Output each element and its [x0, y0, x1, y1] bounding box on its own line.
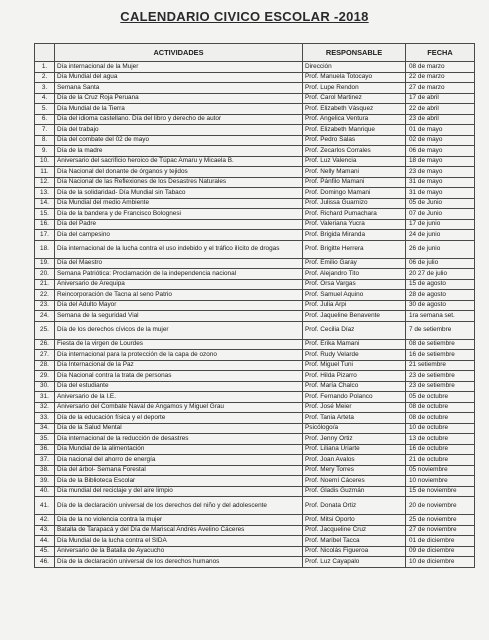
row-number: 33.: [35, 413, 55, 424]
table-row: [35, 392, 475, 403]
responsible-cell: Psicólogo/a: [303, 423, 406, 434]
table-row: [35, 515, 475, 526]
date-column-header: FECHA: [406, 44, 475, 62]
responsible-cell: Prof. Mery Torres: [303, 465, 406, 476]
row-number: 22.: [35, 290, 55, 301]
table-row: [35, 72, 475, 83]
responsible-cell: Prof. Donata Ortiz: [303, 497, 406, 515]
table-row: [35, 240, 475, 258]
row-number: 45.: [35, 546, 55, 557]
table-row: [35, 146, 475, 157]
table-row: [35, 465, 475, 476]
responsible-cell: Prof. Luz Cayapalo: [303, 557, 406, 568]
table-row: [35, 360, 475, 371]
row-number: 29.: [35, 371, 55, 382]
table-row: [35, 125, 475, 136]
row-number: 7.: [35, 125, 55, 136]
activity-cell: Día del Adulto Mayor: [55, 300, 303, 311]
document-title: CALENDARIO CIVICO ESCOLAR -2018: [120, 9, 369, 24]
responsible-cell: Prof. Jaqueline Benavente: [303, 311, 406, 322]
responsible-cell: Prof. Nicolás Figueroa: [303, 546, 406, 557]
responsible-cell: Prof. Elizabeth Manrique: [303, 125, 406, 136]
activity-cell: Día Internacional de la Paz: [55, 360, 303, 371]
activity-cell: Aniversario de Arequipa: [55, 279, 303, 290]
responsible-cell: Prof. Alejandro Tito: [303, 269, 406, 280]
responsible-cell: Prof. Julissa Guarnizo: [303, 198, 406, 209]
row-number: 16.: [35, 219, 55, 230]
table-row: [35, 557, 475, 568]
responsible-cell: Prof. Gladis Guzmán: [303, 486, 406, 497]
activity-cell: Aniversario de la I.E.: [55, 392, 303, 403]
responsible-cell: Prof. Jacqueline Cruz: [303, 525, 406, 536]
activity-cell: Aniversario de la Batalla de Ayacucho: [55, 546, 303, 557]
activity-cell: Día del árbol- Semana Forestal: [55, 465, 303, 476]
date-cell: 16 de octubre: [406, 444, 475, 455]
responsible-cell: Prof. Hilda Pizarro: [303, 371, 406, 382]
activity-cell: Día del Padre: [55, 219, 303, 230]
responsible-cell: Prof. Noemí Cáceres: [303, 476, 406, 487]
activity-cell: Día Mundial de la Tierra: [55, 104, 303, 115]
activity-cell: Día internacional de la reducción de desastres: [55, 434, 303, 445]
activity-cell: Batalla de Tarapacá y del Día de Mariscal Andrés Avelino Cáceres: [55, 525, 303, 536]
row-number: 35.: [35, 434, 55, 445]
row-number: 36.: [35, 444, 55, 455]
responsible-cell: Prof. Orsa Vargas: [303, 279, 406, 290]
responsible-cell: Prof. Emilio Garay: [303, 258, 406, 269]
responsible-cell: Prof. Brigitte Herrera: [303, 240, 406, 258]
table-row: [35, 219, 475, 230]
row-number: 42.: [35, 515, 55, 526]
activity-cell: Día Mundial de la lucha contra el SIDA: [55, 536, 303, 547]
row-number: 21.: [35, 279, 55, 290]
activity-cell: Día de la declaración universal de los derechos humanos: [55, 557, 303, 568]
date-cell: 27 de marzo: [406, 83, 475, 94]
activity-cell: Día internacional de la Mujer: [55, 62, 303, 73]
responsible-cell: Prof. Zecarlos Corrales: [303, 146, 406, 157]
responsible-cell: Prof. José Meier: [303, 402, 406, 413]
activity-cell: Aniversario del sacrificio heroico de Túpac Amaru y Micaela B.: [55, 156, 303, 167]
responsible-cell: Prof. Luz Valencia: [303, 156, 406, 167]
date-cell: 16 de setiembre: [406, 350, 475, 361]
row-number: 20.: [35, 269, 55, 280]
table-row: [35, 525, 475, 536]
date-cell: 01 de diciembre: [406, 536, 475, 547]
table-row: [35, 300, 475, 311]
responsible-column-header: RESPONSABLE: [303, 44, 406, 62]
responsible-cell: Prof. Fernando Polanco: [303, 392, 406, 403]
activity-cell: Día Nacional de las Reflexiones de los Desastres Naturales: [55, 177, 303, 188]
row-number: 15.: [35, 209, 55, 220]
activity-cell: Día Mundial de la alimentación: [55, 444, 303, 455]
activity-cell: Día Nacional contra la trata de personas: [55, 371, 303, 382]
table-row: [35, 339, 475, 350]
table-row: [35, 536, 475, 547]
activity-cell: Día del idioma castellano. Día del libro y derecho de autor: [55, 114, 303, 125]
responsible-cell: Prof. Lupe Rendon: [303, 83, 406, 94]
row-number: 6.: [35, 114, 55, 125]
row-number: 28.: [35, 360, 55, 371]
responsible-cell: Prof. Miguel Tuni: [303, 360, 406, 371]
row-number: 25.: [35, 321, 55, 339]
row-number: 31.: [35, 392, 55, 403]
row-number: 5.: [35, 104, 55, 115]
table-row: [35, 546, 475, 557]
date-cell: 08 de octubre: [406, 402, 475, 413]
table-header-row: [35, 44, 475, 62]
responsible-cell: Prof. Domingo Mamani: [303, 188, 406, 199]
date-cell: 20 de noviembre: [406, 497, 475, 515]
responsible-cell: Prof. Elizabeth Vásquez: [303, 104, 406, 115]
table-row: [35, 423, 475, 434]
date-cell: 22 de abril: [406, 104, 475, 115]
responsible-cell: Prof. Jenny Ortiz: [303, 434, 406, 445]
row-number: 12.: [35, 177, 55, 188]
activity-cell: Día de los derechos cívicos de la mujer: [55, 321, 303, 339]
date-cell: 05 noviembre: [406, 465, 475, 476]
row-number: 18.: [35, 240, 55, 258]
table-row: [35, 156, 475, 167]
activity-cell: Aniversario del Combate Naval de Angamos y Miguel Grau: [55, 402, 303, 413]
row-number: 38.: [35, 465, 55, 476]
table-row: [35, 62, 475, 73]
row-number: 23.: [35, 300, 55, 311]
activity-cell: Día de la madre: [55, 146, 303, 157]
responsible-cell: Prof. Pánfilo Mamani: [303, 177, 406, 188]
activity-cell: Fiesta de la virgen de Lourdes: [55, 339, 303, 350]
row-number: 43.: [35, 525, 55, 536]
date-cell: 07 de Junio: [406, 209, 475, 220]
date-cell: 31 de mayo: [406, 177, 475, 188]
activity-cell: Día de la Salud Mental: [55, 423, 303, 434]
table-row: [35, 279, 475, 290]
table-row: [35, 93, 475, 104]
responsible-cell: Prof. Valeriana Yucra: [303, 219, 406, 230]
table-body: [35, 62, 475, 568]
date-cell: 06 de julio: [406, 258, 475, 269]
date-cell: 10 de diciembre: [406, 557, 475, 568]
activity-cell: Día de la solidaridad- Día Mundial sin Tabaco: [55, 188, 303, 199]
date-cell: 23 de abril: [406, 114, 475, 125]
date-cell: 1ra semana set.: [406, 311, 475, 322]
row-number: 46.: [35, 557, 55, 568]
row-number: 24.: [35, 311, 55, 322]
activity-cell: Día nacional del ahorro de energía: [55, 455, 303, 466]
table-row: [35, 311, 475, 322]
table-row: [35, 258, 475, 269]
date-cell: 28 de agosto: [406, 290, 475, 301]
table-row: [35, 321, 475, 339]
row-number: 4.: [35, 93, 55, 104]
date-cell: 30 de agosto: [406, 300, 475, 311]
row-number: 14.: [35, 198, 55, 209]
date-cell: 27 de noviembre: [406, 525, 475, 536]
date-cell: 20 27 de julio: [406, 269, 475, 280]
date-cell: 10 de octubre: [406, 423, 475, 434]
row-number: 40.: [35, 486, 55, 497]
table-row: [35, 455, 475, 466]
date-cell: 01 de mayo: [406, 125, 475, 136]
table-row: [35, 177, 475, 188]
responsible-cell: Prof. Maribel Tacca: [303, 536, 406, 547]
row-number: 13.: [35, 188, 55, 199]
row-number: 11.: [35, 167, 55, 178]
responsible-cell: Prof. Joan Avalos: [303, 455, 406, 466]
activity-cell: Día del campesino: [55, 230, 303, 241]
date-cell: 23 de setiembre: [406, 371, 475, 382]
table-row: [35, 402, 475, 413]
responsible-cell: Prof. Brigida Miranda: [303, 230, 406, 241]
activity-cell: Día Mundial del agua: [55, 72, 303, 83]
table-row: [35, 350, 475, 361]
table-row: [35, 290, 475, 301]
activity-cell: Día internacional de la lucha contra el uso indebido y el tráfico ilícito de drogas: [55, 240, 303, 258]
date-cell: 21 setiembre: [406, 360, 475, 371]
date-cell: 08 de setiembre: [406, 339, 475, 350]
table-row: [35, 104, 475, 115]
activity-cell: Día de la educación física y el deporte: [55, 413, 303, 424]
responsible-cell: Dirección: [303, 62, 406, 73]
table-row: [35, 381, 475, 392]
row-number: 39.: [35, 476, 55, 487]
responsible-cell: Prof. Angelica Ventura: [303, 114, 406, 125]
row-number: 8.: [35, 135, 55, 146]
date-cell: 22 de marzo: [406, 72, 475, 83]
responsible-cell: Prof. Erika Mamani: [303, 339, 406, 350]
table-row: [35, 434, 475, 445]
table-row: [35, 209, 475, 220]
table-row: [35, 497, 475, 515]
activity-cell: Semana Santa: [55, 83, 303, 94]
row-number: 17.: [35, 230, 55, 241]
civic-calendar-table: [34, 43, 475, 568]
responsible-cell: Prof. Richard Pumachara: [303, 209, 406, 220]
date-cell: 31 de mayo: [406, 188, 475, 199]
row-number: 26.: [35, 339, 55, 350]
date-cell: 23 de setiembre: [406, 381, 475, 392]
table-row: [35, 188, 475, 199]
table-row: [35, 269, 475, 280]
responsible-cell: Prof. Pedro Salas: [303, 135, 406, 146]
table-row: [35, 486, 475, 497]
activity-cell: Día de la bandera y de Francisco Bolognesi: [55, 209, 303, 220]
date-cell: 7 de setiembre: [406, 321, 475, 339]
date-cell: 06 de mayo: [406, 146, 475, 157]
date-cell: 08 de octubre: [406, 413, 475, 424]
table-row: [35, 371, 475, 382]
responsible-cell: Prof. Mitsi Oporto: [303, 515, 406, 526]
date-cell: 08 de marzo: [406, 62, 475, 73]
responsible-cell: Prof. Carol Martinez: [303, 93, 406, 104]
date-cell: 26 de junio: [406, 240, 475, 258]
date-cell: 24 de junio: [406, 230, 475, 241]
activity-cell: Día de la Biblioteca Escolar: [55, 476, 303, 487]
activity-cell: Día de la Cruz Roja Peruana: [55, 93, 303, 104]
date-cell: 23 de mayo: [406, 167, 475, 178]
date-cell: 21 de octubre: [406, 455, 475, 466]
table-row: [35, 83, 475, 94]
date-cell: 05 de Junio: [406, 198, 475, 209]
responsible-cell: Prof. Nelly Mamani: [303, 167, 406, 178]
responsible-cell: Prof. Manuela Totocayo: [303, 72, 406, 83]
activity-cell: Día de la declaración universal de los derechos del niño y del adolescente: [55, 497, 303, 515]
activity-cell: Día Nacional del donante de órganos y tejidos: [55, 167, 303, 178]
activity-cell: Día del estudiante: [55, 381, 303, 392]
table-row: [35, 413, 475, 424]
responsible-cell: Prof. Liliana Uriarte: [303, 444, 406, 455]
table-row: [35, 198, 475, 209]
activities-column-header: ACTIVIDADES: [55, 44, 303, 62]
activity-cell: Día de la no violencia contra la mujer: [55, 515, 303, 526]
date-cell: 13 de octubre: [406, 434, 475, 445]
number-column-header: [35, 44, 55, 62]
responsible-cell: Prof. Cecilia Díaz: [303, 321, 406, 339]
activity-cell: Semana Patriótica: Proclamación de la independencia nacional: [55, 269, 303, 280]
activity-cell: Semana de la seguridad Vial: [55, 311, 303, 322]
date-cell: 09 de diciembre: [406, 546, 475, 557]
date-cell: 05 de octubre: [406, 392, 475, 403]
row-number: 32.: [35, 402, 55, 413]
activity-cell: Día Mundial del medio Ambiente: [55, 198, 303, 209]
row-number: 9.: [35, 146, 55, 157]
responsible-cell: Prof. Rudy Velarde: [303, 350, 406, 361]
row-number: 34.: [35, 423, 55, 434]
date-cell: 10 noviembre: [406, 476, 475, 487]
table-row: [35, 114, 475, 125]
date-cell: 15 de agosto: [406, 279, 475, 290]
activity-cell: Día mundial del reciclaje y del aire limpio: [55, 486, 303, 497]
row-number: 10.: [35, 156, 55, 167]
row-number: 19.: [35, 258, 55, 269]
table-row: [35, 444, 475, 455]
date-cell: 18 de mayo: [406, 156, 475, 167]
row-number: 44.: [35, 536, 55, 547]
activity-cell: Reincorporación de Tacna al seno Patrio: [55, 290, 303, 301]
row-number: 2.: [35, 72, 55, 83]
activity-cell: Día del trabajo: [55, 125, 303, 136]
date-cell: 17 de abril: [406, 93, 475, 104]
row-number: 41.: [35, 497, 55, 515]
row-number: 1.: [35, 62, 55, 73]
date-cell: 17 de junio: [406, 219, 475, 230]
activity-cell: Día del combate del 02 de mayo: [55, 135, 303, 146]
responsible-cell: Prof. Samuel Aquino: [303, 290, 406, 301]
row-number: 3.: [35, 83, 55, 94]
row-number: 27.: [35, 350, 55, 361]
row-number: 37.: [35, 455, 55, 466]
table-row: [35, 230, 475, 241]
date-cell: 15 de noviembre: [406, 486, 475, 497]
row-number: 30.: [35, 381, 55, 392]
responsible-cell: Prof. Julia Arpi: [303, 300, 406, 311]
table-row: [35, 476, 475, 487]
date-cell: 25 de noviembre: [406, 515, 475, 526]
responsible-cell: Prof. María Chalco: [303, 381, 406, 392]
activity-cell: Día internacional para la protección de la capa de ozono: [55, 350, 303, 361]
table-row: [35, 167, 475, 178]
table-row: [35, 135, 475, 146]
responsible-cell: Prof. Tania Arteta: [303, 413, 406, 424]
activity-cell: Día del Maestro: [55, 258, 303, 269]
date-cell: 02 de mayo: [406, 135, 475, 146]
